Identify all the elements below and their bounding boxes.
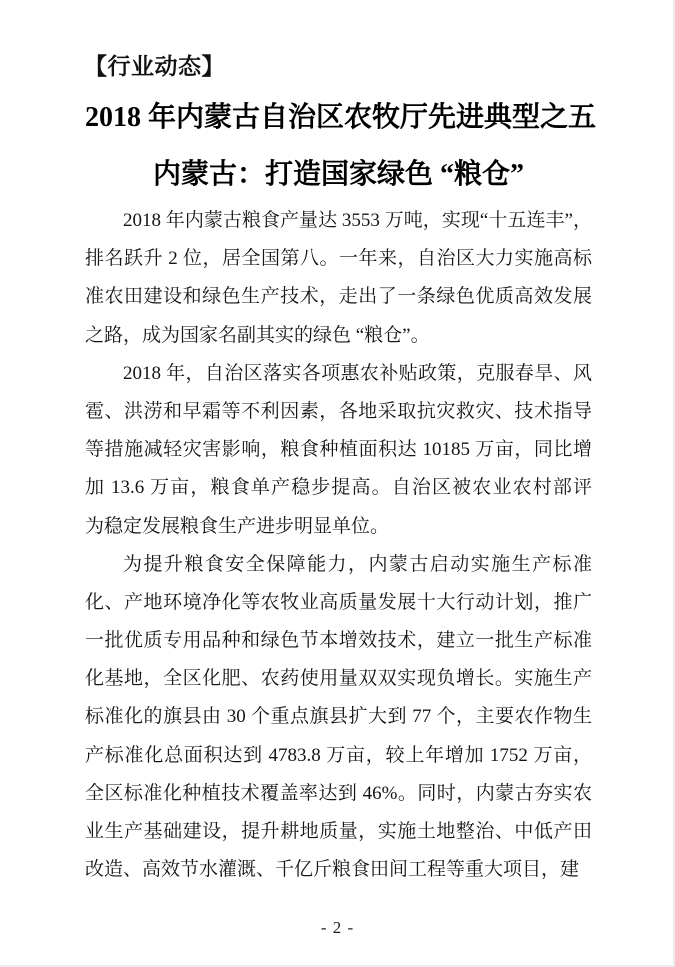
paragraph [85, 355, 592, 546]
body-line: 化基地，全区化肥、农药使用量双双实现负增长。实施生产 [85, 668, 592, 690]
body-line: 之路，成为国家名副其实的绿色 “粮仓”。 [85, 324, 430, 346]
body-line: 等措施减轻灾害影响，粮食种植面积达 10185 万亩，同比增 [85, 439, 592, 461]
body-line: 全区标准化种植技术覆盖率达到 46%。同时，内蒙古夯实农 [85, 782, 592, 804]
section-header: 【行业动态】 [84, 53, 225, 79]
paragraph [85, 202, 592, 355]
body-line: 一批优质专用品种和绿色节本增效技术，建立一批生产标准 [85, 630, 592, 652]
document-title-line1: 2018 年内蒙古自治区农牧厅先进典型之五 [85, 102, 597, 133]
body-line: 准农田建设和绿色生产技术，走出了一条绿色优质高效发展 [85, 286, 592, 308]
body-line: 排名跃升 2 位，居全国第八。一年来，自治区大力实施高标 [85, 248, 592, 270]
document-title-line2: 内蒙古：打造国家绿色 “粮仓” [152, 159, 524, 190]
body-line: 标准化的旗县由 30 个重点旗县扩大到 77 个，主要农作物生 [85, 706, 592, 728]
body-line: 为提升粮食安全保障能力，内蒙古启动实施生产标准 [123, 553, 592, 575]
document-body [85, 202, 592, 889]
body-line: 2018 年，自治区落实各项惠农补贴政策，克服春旱、风 [123, 362, 592, 384]
page-number: - 2 - [320, 918, 355, 937]
body-line: 产标准化总面积达到 4783.8 万亩，较上年增加 1752 万亩， [85, 744, 592, 766]
body-line: 为稳定发展粮食生产进步明显单位。 [85, 515, 390, 537]
body-line: 改造、高效节水灌溉、千亿斤粮食田间工程等重大项目，建 [85, 859, 580, 881]
body-line: 加 13.6 万亩，粮食单产稳步提高。自治区被农业农村部评 [85, 477, 592, 499]
body-line: 业生产基础建设，提升耕地质量，实施土地整治、中低产田 [85, 821, 592, 842]
body-line: 化、产地环境净化等农牧业高质量发展十大行动计划，推广 [85, 591, 592, 613]
paragraph [85, 546, 592, 890]
body-line: 雹、洪涝和早霜等不利因素，各地采取抗灾救灾、技术指导 [85, 400, 592, 422]
body-line: 2018 年内蒙古粮食产量达 3553 万吨，实现“十五连丰”， [123, 210, 592, 231]
